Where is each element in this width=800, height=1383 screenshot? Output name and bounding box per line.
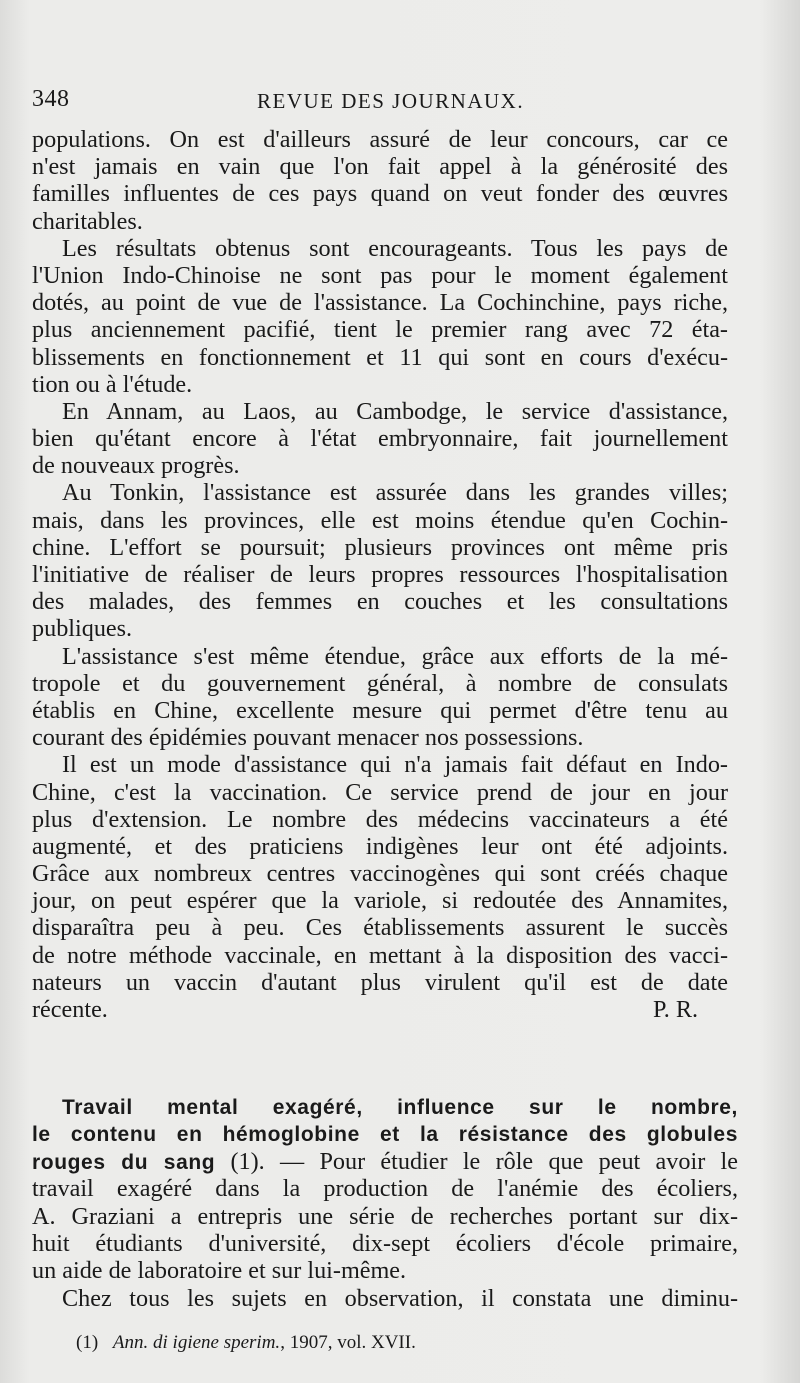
article-title: Travail mental exagéré, influence sur le nombre,	[62, 1096, 738, 1119]
footnote	[76, 1332, 676, 1354]
text-line: mais, dans les provinces, elle est moins étendue qu'en Cochin-	[32, 506, 728, 534]
running-header	[32, 86, 732, 116]
text-line: charitables.	[32, 207, 143, 235]
text-line: récente.	[32, 996, 108, 1023]
text-line: huit étudiants d'université, dix-sept écoliers d'école primaire,	[32, 1229, 738, 1257]
paragraph-start: Chez tous les sujets en observation, il constata une diminu-	[62, 1284, 738, 1312]
article-title-line	[32, 1093, 738, 1120]
text-line: de notre méthode vaccinale, en mettant à la disposition des vacci-	[32, 941, 728, 969]
text-line: bien qu'étant encore à l'état embryonnaire, fait journellement	[32, 425, 728, 453]
article-title-line	[32, 1148, 738, 1175]
text-line: augmenté, et des praticiens indigènes leur ont été adjoints.	[32, 832, 728, 860]
closing-line	[32, 996, 728, 1023]
article-title: le contenu en hémoglobine et la résistance des globules	[32, 1123, 738, 1147]
body-text	[32, 126, 728, 1023]
article-section	[32, 1093, 738, 1312]
footnote-journal: Ann. di igiene sperim.	[112, 1332, 281, 1353]
text-line: populations. On est d'ailleurs assuré de leur concours, car ce	[32, 126, 728, 153]
text-line: A. Graziani a entrepris une série de recherches portant sur dix-	[32, 1202, 738, 1230]
text-line: dotés, au point de vue de l'assistance. La Cochinchine, pays riche,	[32, 289, 728, 317]
text-line: de nouveaux progrès.	[32, 452, 240, 480]
text-line: l'Union Indo-Chinoise ne sont pas pour le moment également	[32, 261, 728, 289]
text-line: établis en Chine, excellente mesure qui permet d'être tenu au	[32, 696, 728, 724]
text-line: blissements en fonctionnement et 11 qui sont en cours d'exécu-	[32, 343, 728, 371]
text-line: familles influentes de ces pays quand on veut fonder des œuvres	[32, 180, 728, 208]
text-line: plus d'extension. Le nombre des médecins vaccinateurs a été	[32, 805, 728, 833]
paragraph-start: En Annam, au Laos, au Cambodge, le service d'assistance,	[62, 397, 728, 425]
text-line: l'initiative de réaliser de leurs propres ressources l'hospitalisation	[32, 561, 728, 588]
footnote-marker: (1)	[76, 1332, 99, 1353]
article-text: (1). — Pour étudier le rôle que peut avoir le	[215, 1147, 738, 1175]
text-line: des malades, des femmes en couches et les consultations	[32, 588, 728, 616]
text-line: tropole et du gouvernement général, à nombre de consulats	[32, 669, 728, 697]
article-title-line	[32, 1120, 738, 1147]
paragraph-start: L'assistance s'est même étendue, grâce aux efforts de la mé-	[62, 642, 728, 670]
text-line: tion ou à l'étude.	[32, 370, 193, 398]
running-title: REVUE DES JOURNAUX.	[257, 89, 525, 113]
text-line: jour, on peut espérer que la variole, si redoutée des Annamites,	[32, 887, 728, 915]
text-line: Grâce aux nombreux centres vaccinogènes qui sont créés chaque	[32, 860, 728, 888]
text-line: courant des épidémies pouvant menacer nos possessions.	[32, 724, 584, 752]
paragraph-start: Les résultats obtenus sont encourageants. Tous les pays de	[62, 234, 728, 262]
paragraph-start: Au Tonkin, l'assistance est assurée dans les grandes villes;	[62, 479, 728, 507]
text-line: disparaîtra peu à peu. Ces établissements assurent le succès	[32, 914, 728, 942]
text-line: travail exagéré dans la production de l'anémie des écoliers,	[32, 1175, 738, 1203]
text-line: publiques.	[32, 615, 133, 643]
footnote-details: , 1907, vol. XVII.	[280, 1332, 416, 1353]
article-title: rouges du sang	[32, 1150, 216, 1174]
text-line: chine. L'effort se poursuit; plusieurs provinces ont même pris	[32, 533, 728, 561]
text-line: n'est jamais en vain que l'on fait appel à la générosité des	[32, 153, 728, 181]
page-number: 348	[32, 86, 70, 112]
text-line: Chine, c'est la vaccination. Ce service prend de jour en jour	[32, 778, 728, 806]
text-line: nateurs un vaccin d'autant plus virulent qu'il est de date	[32, 968, 728, 996]
author-signature: P. R.	[652, 996, 698, 1023]
text-line: un aide de laboratoire et sur lui-même.	[32, 1257, 407, 1285]
text-line: plus anciennement pacifié, tient le premier rang avec 72 éta-	[32, 316, 728, 344]
paragraph-start: Il est un mode d'assistance qui n'a jamais fait défaut en Indo-	[62, 751, 728, 779]
